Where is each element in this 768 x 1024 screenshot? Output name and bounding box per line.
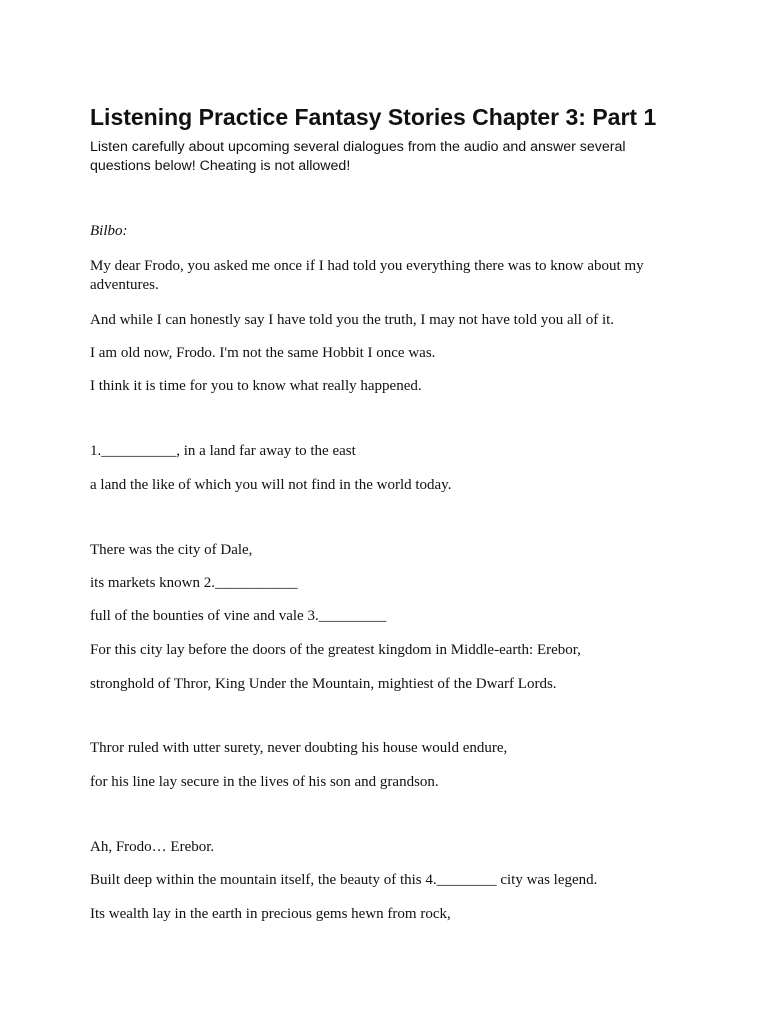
dialogue-line: For this city lay before the doors of the greatest kingdom in Middle-earth: Erebor, xyxy=(90,642,581,658)
dialogue-line: I think it is time for you to know what really happened. xyxy=(90,378,422,394)
dialogue-line: There was the city of Dale, xyxy=(90,542,253,558)
dialogue-line: I am old now, Frodo. I'm not the same Hobbit I once was. xyxy=(90,345,436,361)
dialogue-line: Its wealth lay in the earth in precious gems hewn from rock, xyxy=(90,906,451,922)
dialogue-line: And while I can honestly say I have told you the truth, I may not have told you all of it. xyxy=(90,312,615,328)
dialogue-line: My dear Frodo, you asked me once if I had told you everything there was to know about my adventures. xyxy=(90,258,644,293)
dialogue-line: for his line lay secure in the lives of his son and grandson. xyxy=(90,774,439,790)
question-line-2: its markets known 2.___________ xyxy=(90,575,298,591)
question-line-4: Built deep within the mountain itself, the beauty of this 4.________ city was legend. xyxy=(90,872,598,888)
dialogue-line: Thror ruled with utter surety, never doubting his house would endure, xyxy=(90,740,508,756)
dialogue-line: a land the like of which you will not find in the world today. xyxy=(90,477,452,493)
page-title: Listening Practice Fantasy Stories Chapter 3: Part 1 xyxy=(90,104,657,130)
speaker-label: Bilbo: xyxy=(90,223,128,239)
dialogue-line: Ah, Frodo… Erebor. xyxy=(90,839,215,855)
question-line-3: full of the bounties of vine and vale 3._________ xyxy=(90,608,387,624)
question-line-1: 1.__________, in a land far away to the east xyxy=(90,443,356,459)
document-page xyxy=(90,100,690,176)
intro-paragraph: Listen carefully about upcoming several dialogues from the audio and answer several questions below! Cheating is not allowed! xyxy=(90,139,626,174)
dialogue-line: stronghold of Thror, King Under the Mountain, mightiest of the Dwarf Lords. xyxy=(90,676,557,692)
